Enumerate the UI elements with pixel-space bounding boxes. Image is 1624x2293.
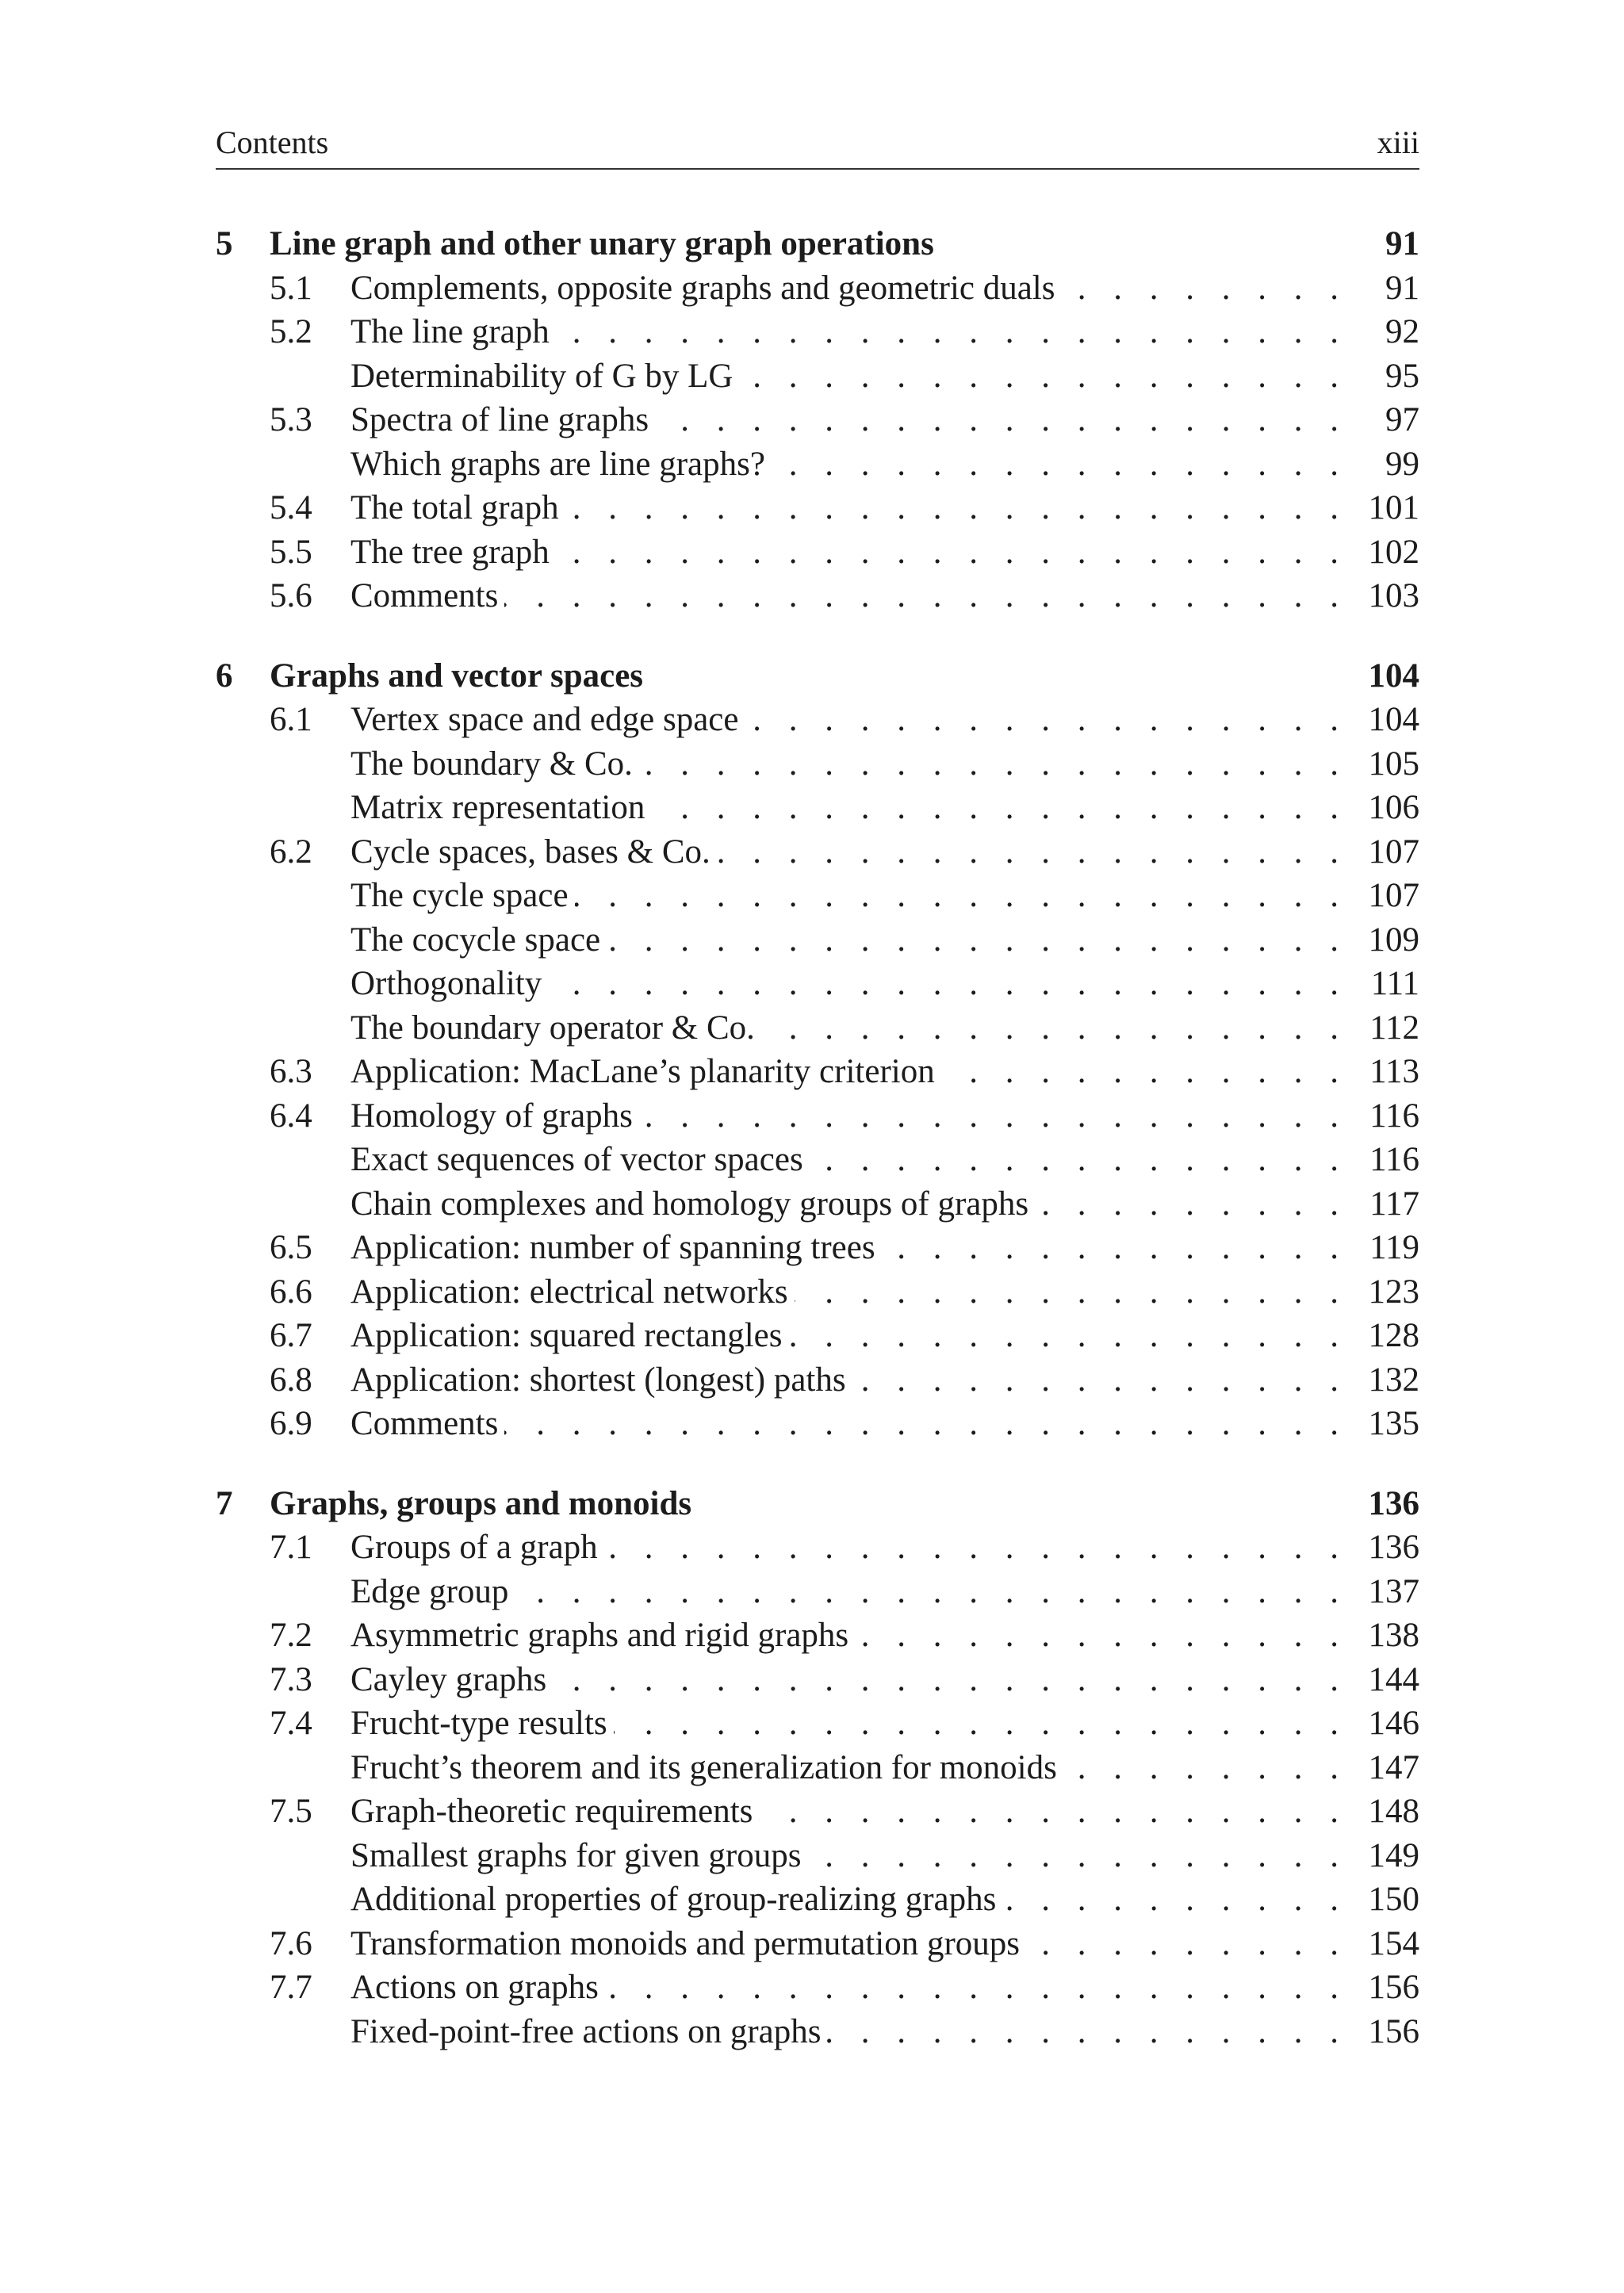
section-number: 5.3 bbox=[270, 401, 312, 438]
toc-chapter-heading[interactable] bbox=[216, 222, 1419, 266]
section-number: 7.5 bbox=[270, 1793, 312, 1830]
chapter-number: 5 bbox=[216, 225, 233, 262]
section-number: 7.4 bbox=[270, 1705, 312, 1742]
toc-chapter-heading[interactable] bbox=[216, 654, 1419, 699]
section-number: 7.7 bbox=[270, 1969, 312, 2006]
section-title: Comments . . . bbox=[350, 574, 1348, 618]
chapter-page: 104 bbox=[1368, 657, 1419, 695]
toc-section-entry[interactable] bbox=[216, 1658, 1419, 1702]
toc-subsection-entry[interactable] bbox=[216, 742, 1419, 787]
toc-section-entry[interactable] bbox=[216, 574, 1419, 618]
toc-section-entry[interactable] bbox=[216, 1358, 1419, 1403]
section-title: Actions on graphs . . . bbox=[350, 1966, 1348, 2010]
section-page: 107 bbox=[1368, 833, 1419, 871]
toc-subsection-entry[interactable] bbox=[216, 2010, 1419, 2054]
section-title: Frucht-type results . . . bbox=[350, 1702, 1348, 1746]
section-title: Fixed-point-free actions on graphs . . . bbox=[350, 2010, 1348, 2054]
section-title: Application: number of spanning trees . . . bbox=[350, 1226, 1348, 1270]
toc-chapter bbox=[216, 654, 1419, 1446]
toc-section-entry[interactable] bbox=[216, 310, 1419, 354]
toc-subsection-entry[interactable] bbox=[216, 786, 1419, 830]
section-title: The total graph . . . bbox=[350, 486, 1348, 530]
section-page: 106 bbox=[1368, 789, 1419, 826]
section-title: Spectra of line graphs . . . bbox=[350, 398, 1348, 442]
section-page: 99 bbox=[1385, 445, 1419, 483]
table-of-contents bbox=[216, 222, 1419, 2089]
section-title: Graph-theoretic requirements . . . bbox=[350, 1790, 1348, 1834]
toc-section-entry[interactable] bbox=[216, 830, 1419, 875]
toc-subsection-entry[interactable] bbox=[216, 1834, 1419, 1878]
toc-section-entry[interactable] bbox=[216, 1614, 1419, 1658]
section-page: 135 bbox=[1368, 1405, 1419, 1442]
section-page: 116 bbox=[1369, 1097, 1419, 1135]
toc-section-entry[interactable] bbox=[216, 486, 1419, 530]
section-page: 91 bbox=[1385, 269, 1419, 307]
section-number: 5.6 bbox=[270, 577, 312, 614]
section-page: 147 bbox=[1368, 1748, 1419, 1786]
section-title: Application: shortest (longest) paths . . . bbox=[350, 1358, 1348, 1403]
section-title: The boundary & Co. . . . bbox=[350, 742, 1348, 787]
toc-section-entry[interactable] bbox=[216, 1226, 1419, 1270]
section-title: Asymmetric graphs and rigid graphs . . . bbox=[350, 1614, 1348, 1658]
toc-subsection-entry[interactable] bbox=[216, 1570, 1419, 1614]
section-page: 149 bbox=[1368, 1836, 1419, 1874]
section-page: 138 bbox=[1368, 1617, 1419, 1654]
toc-subsection-entry[interactable] bbox=[216, 874, 1419, 918]
toc-chapter-heading[interactable] bbox=[216, 1482, 1419, 1526]
section-page: 95 bbox=[1385, 357, 1419, 395]
section-title: The cocycle space . . . bbox=[350, 918, 1348, 963]
section-title: Application: electrical networks . . . bbox=[350, 1270, 1348, 1315]
section-title: Which graphs are line graphs? . . . bbox=[350, 442, 1348, 487]
chapter-number: 7 bbox=[216, 1484, 233, 1522]
section-page: 144 bbox=[1368, 1660, 1419, 1698]
chapter-page: 91 bbox=[1385, 225, 1419, 262]
section-page: 123 bbox=[1368, 1273, 1419, 1311]
section-page: 104 bbox=[1368, 701, 1419, 738]
section-page: 112 bbox=[1369, 1009, 1419, 1047]
toc-subsection-entry[interactable] bbox=[216, 1878, 1419, 1922]
section-page: 150 bbox=[1368, 1881, 1419, 1918]
section-page: 92 bbox=[1385, 313, 1419, 350]
section-page: 154 bbox=[1368, 1924, 1419, 1962]
section-page: 128 bbox=[1368, 1317, 1419, 1354]
section-page: 105 bbox=[1368, 745, 1419, 783]
page-number: xiii bbox=[1377, 124, 1419, 160]
section-number: 7.2 bbox=[270, 1617, 312, 1654]
toc-subsection-entry[interactable] bbox=[216, 918, 1419, 963]
toc-section-entry[interactable] bbox=[216, 1922, 1419, 1966]
section-title: The tree graph . . . bbox=[350, 530, 1348, 575]
chapter-title: Graphs, groups and monoids bbox=[270, 1482, 1348, 1526]
section-title: Application: squared rectangles . . . bbox=[350, 1314, 1348, 1358]
toc-section-entry[interactable] bbox=[216, 1314, 1419, 1358]
section-number: 6.6 bbox=[270, 1273, 312, 1311]
section-title: Groups of a graph . . . bbox=[350, 1525, 1348, 1570]
section-page: 136 bbox=[1368, 1529, 1419, 1566]
section-number: 7.3 bbox=[270, 1660, 312, 1698]
section-page: 113 bbox=[1369, 1053, 1419, 1090]
section-page: 101 bbox=[1368, 489, 1419, 526]
section-page: 148 bbox=[1368, 1793, 1419, 1830]
section-title: Edge group . . . bbox=[350, 1570, 1348, 1614]
section-page: 109 bbox=[1368, 921, 1419, 959]
toc-subsection-entry[interactable] bbox=[216, 354, 1419, 399]
section-page: 119 bbox=[1369, 1229, 1419, 1266]
section-number: 6.8 bbox=[270, 1361, 312, 1399]
toc-subsection-entry[interactable] bbox=[216, 1746, 1419, 1790]
toc-section-entry[interactable] bbox=[216, 698, 1419, 742]
section-title: Vertex space and edge space . . . bbox=[350, 698, 1348, 742]
section-page: 111 bbox=[1370, 965, 1419, 1002]
toc-subsection-entry[interactable] bbox=[216, 442, 1419, 487]
section-number: 7.1 bbox=[270, 1529, 312, 1566]
section-title: Matrix representation . . . bbox=[350, 786, 1348, 830]
toc-section-entry[interactable] bbox=[216, 1966, 1419, 2010]
toc-section-entry[interactable] bbox=[216, 1790, 1419, 1834]
section-title: Frucht’s theorem and its generalization for monoids . . . bbox=[350, 1746, 1348, 1790]
section-title: Complements, opposite graphs and geometric duals . . . bbox=[350, 266, 1348, 311]
section-title: Orthogonality . . . bbox=[350, 962, 1348, 1006]
section-page: 156 bbox=[1368, 1969, 1419, 2006]
section-title: Cayley graphs . . . bbox=[350, 1658, 1348, 1702]
toc-section-entry[interactable] bbox=[216, 1702, 1419, 1746]
section-title: Cycle spaces, bases & Co. . . . bbox=[350, 830, 1348, 875]
section-number: 6.4 bbox=[270, 1097, 312, 1135]
section-page: 116 bbox=[1369, 1141, 1419, 1178]
section-page: 107 bbox=[1368, 877, 1419, 914]
section-page: 137 bbox=[1368, 1572, 1419, 1610]
section-title: Comments . . . bbox=[350, 1402, 1348, 1446]
section-title: The boundary operator & Co. . . . bbox=[350, 1006, 1348, 1051]
section-number: 5.5 bbox=[270, 533, 312, 571]
toc-chapter bbox=[216, 1482, 1419, 2054]
section-page: 146 bbox=[1368, 1705, 1419, 1742]
section-title: The line graph . . . bbox=[350, 310, 1348, 354]
toc-chapter bbox=[216, 222, 1419, 618]
running-head-title: Contents bbox=[216, 124, 329, 160]
section-title: Transformation monoids and permutation groups . . . bbox=[350, 1922, 1348, 1966]
toc-subsection-entry[interactable] bbox=[216, 1182, 1419, 1227]
chapter-page: 136 bbox=[1368, 1484, 1419, 1522]
toc-section-entry[interactable] bbox=[216, 1525, 1419, 1570]
section-number: 6.5 bbox=[270, 1229, 312, 1266]
section-title: Exact sequences of vector spaces . . . bbox=[350, 1138, 1348, 1182]
section-number: 6.3 bbox=[270, 1053, 312, 1090]
section-number: 6.9 bbox=[270, 1405, 312, 1442]
section-page: 132 bbox=[1368, 1361, 1419, 1399]
section-title: Smallest graphs for given groups . . . bbox=[350, 1834, 1348, 1878]
toc-section-entry[interactable] bbox=[216, 1094, 1419, 1139]
section-title: Determinability of G by LG . . . bbox=[350, 354, 1348, 399]
toc-section-entry[interactable] bbox=[216, 266, 1419, 311]
section-number: 5.2 bbox=[270, 313, 312, 350]
section-number: 6.1 bbox=[270, 701, 312, 738]
toc-section-entry[interactable] bbox=[216, 530, 1419, 575]
section-title: The cycle space . . . bbox=[350, 874, 1348, 918]
running-head bbox=[216, 119, 1419, 170]
toc-subsection-entry[interactable] bbox=[216, 962, 1419, 1006]
toc-section-entry[interactable] bbox=[216, 1270, 1419, 1315]
chapter-title: Graphs and vector spaces bbox=[270, 654, 1348, 699]
section-page: 117 bbox=[1369, 1185, 1419, 1223]
section-page: 156 bbox=[1368, 2012, 1419, 2050]
section-number: 5.1 bbox=[270, 269, 312, 307]
toc-section-entry[interactable] bbox=[216, 398, 1419, 442]
section-title: Homology of graphs . . . bbox=[350, 1094, 1348, 1139]
section-title: Application: MacLane’s planarity criterion . . . bbox=[350, 1050, 1348, 1094]
section-page: 103 bbox=[1368, 577, 1419, 614]
section-title: Additional properties of group-realizing graphs . . . bbox=[350, 1878, 1348, 1922]
section-number: 7.6 bbox=[270, 1924, 312, 1962]
section-number: 6.7 bbox=[270, 1317, 312, 1354]
toc-subsection-entry[interactable] bbox=[216, 1138, 1419, 1182]
toc-section-entry[interactable] bbox=[216, 1050, 1419, 1094]
chapter-title: Line graph and other unary graph operations bbox=[270, 222, 1348, 266]
section-number: 6.2 bbox=[270, 833, 312, 871]
section-page: 97 bbox=[1385, 401, 1419, 438]
section-page: 102 bbox=[1368, 533, 1419, 571]
toc-subsection-entry[interactable] bbox=[216, 1006, 1419, 1051]
section-number: 5.4 bbox=[270, 489, 312, 526]
section-title: Chain complexes and homology groups of graphs . . . bbox=[350, 1182, 1348, 1227]
toc-section-entry[interactable] bbox=[216, 1402, 1419, 1446]
chapter-number: 6 bbox=[216, 657, 233, 695]
